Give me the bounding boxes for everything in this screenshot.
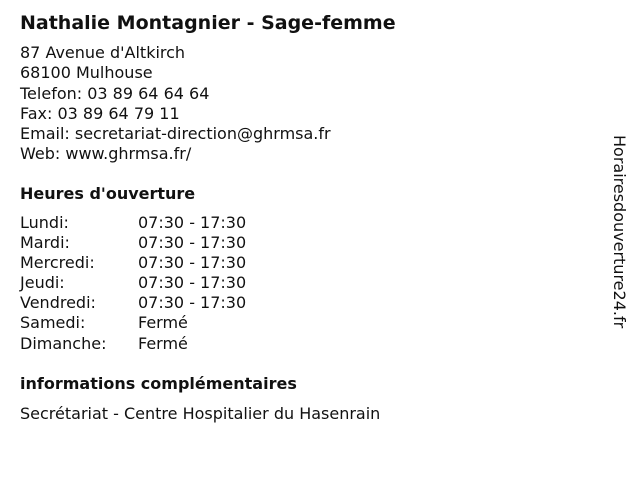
time-value: 07:30 - 17:30 (138, 273, 247, 293)
hours-row-saturday (20, 313, 246, 333)
time-value: 07:30 - 17:30 (138, 293, 247, 313)
day-label: Vendredi: (20, 293, 96, 313)
hours-row-wednesday (20, 253, 246, 273)
time-value: Fermé (138, 313, 188, 333)
day-label: Mercredi: (20, 253, 95, 273)
additional-info-heading: informations complémentaires (20, 374, 297, 393)
time-value: 07:30 - 17:30 (138, 253, 247, 273)
day-label: Jeudi: (20, 273, 65, 293)
day-label: Mardi: (20, 233, 70, 253)
phone-line: Telefon: 03 89 64 64 64 (20, 83, 210, 103)
hours-row-thursday (20, 273, 246, 293)
email-line: Email: secretariat-direction@ghrmsa.fr (20, 124, 331, 144)
fax-line: Fax: 03 89 64 79 11 (20, 103, 180, 123)
hours-row-sunday (20, 334, 246, 354)
opening-hours-list (20, 213, 246, 354)
day-label: Dimanche: (20, 333, 107, 353)
time-value: 07:30 - 17:30 (138, 213, 247, 232)
additional-info-text: Secrétariat - Centre Hospitalier du Hasenrain (20, 404, 381, 423)
address-line-street: 87 Avenue d'Altkirch (20, 43, 186, 62)
hours-row-friday (20, 293, 246, 313)
opening-hours-heading: Heures d'ouverture (20, 184, 196, 203)
time-value: 07:30 - 17:30 (138, 233, 247, 253)
time-value: Fermé (138, 333, 188, 353)
day-label: Samedi: (20, 313, 86, 333)
hours-row-monday (20, 213, 246, 233)
day-label: Lundi: (20, 213, 69, 232)
address-line-city: 68100 Mulhouse (20, 63, 153, 83)
contact-block (20, 43, 331, 165)
side-watermark-text: Horairesdouverture24.fr (610, 135, 629, 329)
web-line: Web: www.ghrmsa.fr/ (20, 144, 192, 164)
page-title: Nathalie Montagnier - Sage-femme (20, 12, 396, 34)
hours-row-tuesday (20, 233, 246, 253)
